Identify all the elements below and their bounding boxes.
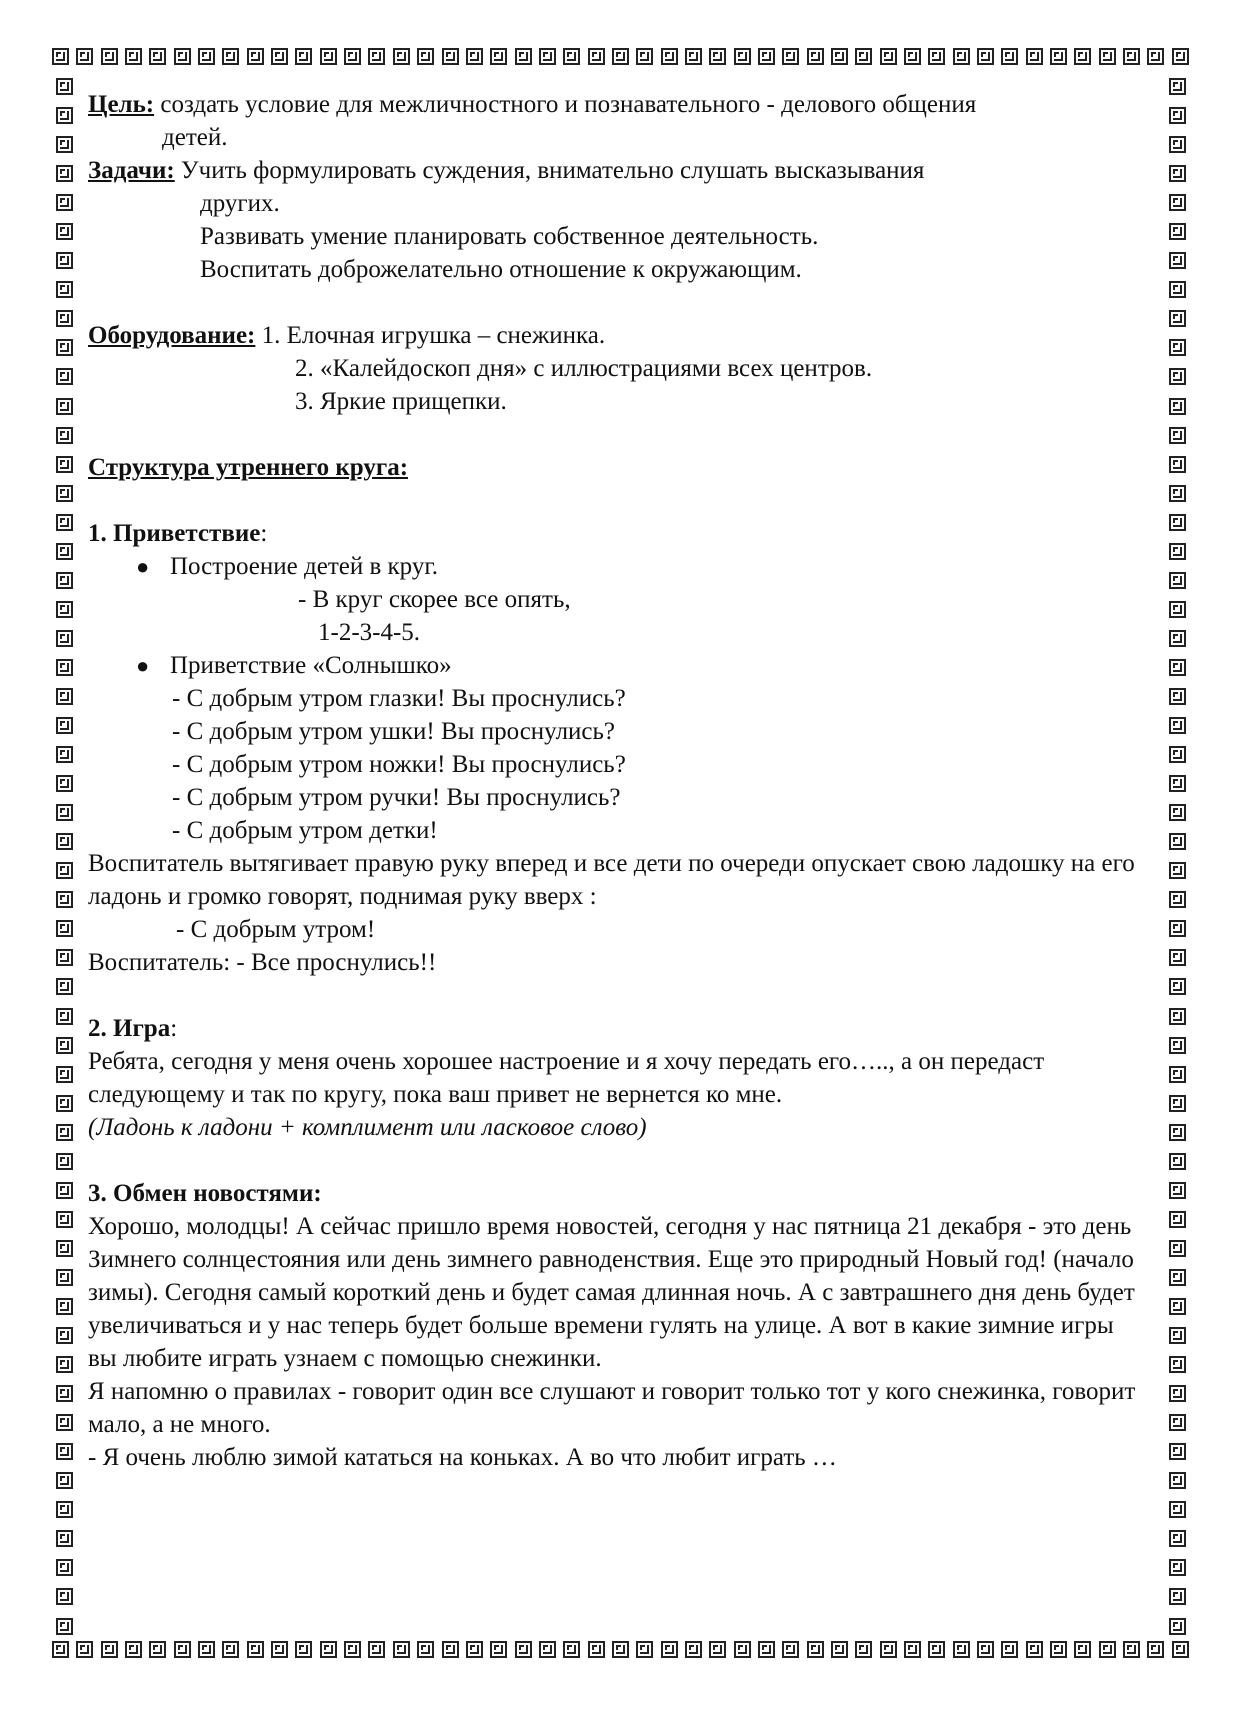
border-tile (295, 1641, 312, 1658)
border-tile (612, 1641, 629, 1658)
border-tile (56, 1356, 73, 1373)
border-tile (56, 1559, 73, 1576)
border-tile (539, 48, 556, 65)
border-tile (56, 601, 73, 618)
border-tile (1172, 1641, 1189, 1658)
structure-title: Структура утреннего круга: (88, 454, 409, 481)
task-item: Развивать умение планировать собственное деятельность. (200, 223, 819, 250)
greeting-line: - С добрым утром детки! (172, 817, 438, 844)
goal-label: Цель: (88, 91, 155, 118)
border-tile (1169, 1037, 1186, 1054)
border-tile (1169, 949, 1186, 966)
border-tile (1169, 659, 1186, 676)
border-tile (1169, 601, 1186, 618)
border-tile (149, 1641, 166, 1658)
section3-title: 3. Обмен новостями: (88, 1180, 322, 1207)
goal-line (88, 88, 1138, 121)
border-bottom (52, 1641, 1189, 1665)
border-tile (56, 252, 73, 269)
border-top (52, 48, 1189, 72)
border-tile (1169, 746, 1186, 763)
border-tile (1026, 1641, 1043, 1658)
section1-heading (88, 517, 1138, 550)
border-tile (1147, 48, 1164, 65)
border-tile (56, 1501, 73, 1518)
border-tile (1169, 1008, 1186, 1025)
border-tile (1169, 862, 1186, 879)
border-tile (1026, 48, 1043, 65)
border-tile (417, 1641, 434, 1658)
border-tile (125, 48, 142, 65)
border-right (1165, 72, 1189, 1641)
border-tile (1169, 1211, 1186, 1228)
section3-paragraph: Хорошо, молодцы! А сейчас пришло время новостей, сегодня у нас пятница 21 декабря - это день Зимнего солнцестояния или день зимнего равноденствия. Еще это природный Новый год! (начало зимы). Сегодня самый короткий день и будет самая длинная ночь. А с завтрашнего дня день будет увеличиваться и у нас теперь будет больше времени гулять на улице. А вот в какие зимние игры вы любите играть узнаем с помощью снежинки. (88, 1213, 1135, 1372)
border-tile (56, 339, 73, 356)
border-tile (1169, 688, 1186, 705)
border-tile (1099, 1641, 1116, 1658)
border-tile (1169, 1559, 1186, 1576)
border-tile (368, 48, 385, 65)
border-tile (1169, 1530, 1186, 1547)
border-tile (1147, 1641, 1164, 1658)
bullet-item (88, 649, 1138, 682)
border-tile (56, 427, 73, 444)
border-tile (56, 107, 73, 124)
border-left (52, 72, 76, 1641)
border-tile (56, 78, 73, 95)
border-tile (490, 1641, 507, 1658)
border-tile (222, 48, 239, 65)
border-tile (295, 48, 312, 65)
border-tile (709, 48, 726, 65)
border-tile (1001, 1641, 1018, 1658)
border-tile (588, 1641, 605, 1658)
border-tile (831, 1641, 848, 1658)
poem-line: - В круг скорее все опять, (298, 586, 571, 613)
border-tile (782, 48, 799, 65)
border-tile (831, 48, 848, 65)
border-tile (782, 1641, 799, 1658)
border-tile (466, 48, 483, 65)
border-tile (515, 48, 532, 65)
border-tile (271, 48, 288, 65)
border-tile (1169, 833, 1186, 850)
border-tile (56, 949, 73, 966)
border-tile (539, 1641, 556, 1658)
border-tile (1169, 136, 1186, 153)
border-tile (247, 1641, 264, 1658)
border-tile (490, 48, 507, 65)
border-tile (1169, 78, 1186, 95)
equipment-item: 2. «Калейдоскоп дня» с иллюстрациями всех центров. (295, 355, 873, 382)
border-tile (588, 48, 605, 65)
section2-note: (Ладонь к ладони + комплимент или ласковое слово) (88, 1114, 647, 1141)
border-tile (56, 165, 73, 182)
border-tile (1169, 630, 1186, 647)
goal-text: создать условие для межличностного и познавательного - делового общения (154, 91, 977, 118)
border-tile (56, 920, 73, 937)
border-tile (247, 48, 264, 65)
equipment-item: 1. Елочная игрушка – снежинка. (255, 322, 606, 349)
border-tile (1169, 1327, 1186, 1344)
border-tile (76, 48, 93, 65)
tasks-line (88, 154, 1138, 187)
border-tile (1169, 920, 1186, 937)
section1-reply: - С добрым утром! (176, 916, 376, 943)
greeting-line: - С добрым утром ручки! Вы проснулись? (172, 784, 621, 811)
border-tile (56, 1472, 73, 1489)
border-tile (56, 1443, 73, 1460)
border-tile (442, 48, 459, 65)
border-tile (1169, 717, 1186, 734)
border-tile (56, 1124, 73, 1141)
section3-rules: Я напомню о правилах - говорит один все слушают и говорит только тот у кого снежинка, говорит мало, а не много. (88, 1378, 1136, 1438)
border-tile (56, 804, 73, 821)
bullet-text: Приветствие «Солнышко» (170, 652, 452, 679)
poem-line: 1-2-3-4-5. (318, 619, 421, 646)
tasks-label: Задачи: (88, 157, 175, 184)
border-tile (1001, 48, 1018, 65)
border-tile (101, 48, 118, 65)
border-tile (758, 48, 775, 65)
bullet-icon: ● (136, 653, 150, 678)
border-tile (1169, 543, 1186, 560)
border-tile (953, 48, 970, 65)
border-tile (56, 572, 73, 589)
border-tile (661, 1641, 678, 1658)
border-tile (1169, 1356, 1186, 1373)
border-tile (56, 630, 73, 647)
border-tile (56, 281, 73, 298)
border-tile (174, 1641, 191, 1658)
border-tile (709, 1641, 726, 1658)
border-tile (56, 194, 73, 211)
border-tile (1169, 427, 1186, 444)
section2-colon: : (170, 1015, 178, 1042)
border-tile (1169, 398, 1186, 415)
border-tile (56, 1298, 73, 1315)
border-tile (612, 48, 629, 65)
border-tile (56, 485, 73, 502)
bullet-item (88, 550, 1138, 583)
border-tile (1074, 1641, 1091, 1658)
border-tile (56, 1588, 73, 1605)
border-tile (734, 1641, 751, 1658)
section1-colon: : (260, 520, 268, 547)
border-tile (1169, 281, 1186, 298)
border-tile (466, 1641, 483, 1658)
border-tile (320, 1641, 337, 1658)
border-tile (198, 1641, 215, 1658)
border-tile (56, 368, 73, 385)
border-tile (1169, 456, 1186, 473)
border-tile (344, 1641, 361, 1658)
greeting-line: - С добрым утром глазки! Вы проснулись? (172, 685, 626, 712)
border-tile (1169, 514, 1186, 531)
border-tile (1169, 978, 1186, 995)
border-tile (977, 1641, 994, 1658)
border-tile (56, 1618, 73, 1635)
bullet-text: Построение детей в круг. (170, 553, 439, 580)
task-item: других. (200, 190, 280, 217)
border-tile (1169, 891, 1186, 908)
border-tile (1050, 1641, 1067, 1658)
task-item: Воспитать доброжелательно отношение к окружающим. (200, 256, 802, 283)
border-tile (174, 48, 191, 65)
border-tile (56, 746, 73, 763)
border-tile (563, 48, 580, 65)
border-tile (1169, 1618, 1186, 1635)
section1-closing: Воспитатель: - Все проснулись!! (88, 949, 437, 976)
border-tile (855, 1641, 872, 1658)
border-tile (56, 1037, 73, 1054)
border-tile (685, 48, 702, 65)
border-tile (1169, 775, 1186, 792)
border-tile (56, 862, 73, 879)
border-tile (734, 48, 751, 65)
border-tile (56, 833, 73, 850)
border-tile (1169, 1298, 1186, 1315)
border-tile (1169, 1443, 1186, 1460)
border-tile (1169, 252, 1186, 269)
border-tile (56, 1530, 73, 1547)
border-tile (1169, 107, 1186, 124)
border-tile (1123, 1641, 1140, 1658)
border-tile (56, 775, 73, 792)
border-tile (1169, 339, 1186, 356)
border-tile (56, 1385, 73, 1402)
border-tile (52, 48, 69, 65)
border-tile (1169, 485, 1186, 502)
border-tile (442, 1641, 459, 1658)
border-tile (56, 1153, 73, 1170)
border-tile (56, 659, 73, 676)
border-tile (563, 1641, 580, 1658)
border-tile (1172, 48, 1189, 65)
border-tile (1169, 1124, 1186, 1141)
border-tile (56, 1008, 73, 1025)
equipment-label: Оборудование: (88, 322, 256, 349)
border-tile (1169, 1472, 1186, 1489)
border-tile (149, 48, 166, 65)
border-tile (56, 543, 73, 560)
border-tile (1169, 1414, 1186, 1431)
border-tile (56, 514, 73, 531)
border-tile (685, 1641, 702, 1658)
border-tile (344, 48, 361, 65)
border-tile (1169, 1385, 1186, 1402)
border-tile (1169, 1095, 1186, 1112)
border-tile (904, 1641, 921, 1658)
border-tile (56, 1414, 73, 1431)
border-tile (904, 48, 921, 65)
border-tile (758, 1641, 775, 1658)
border-tile (1074, 48, 1091, 65)
border-tile (953, 1641, 970, 1658)
border-tile (1169, 1240, 1186, 1257)
border-tile (1169, 165, 1186, 182)
border-tile (393, 1641, 410, 1658)
border-tile (636, 48, 653, 65)
border-tile (1169, 310, 1186, 327)
border-tile (417, 48, 434, 65)
section2-paragraph: Ребята, сегодня у меня очень хорошее настроение и я хочу передать его….., а он передаст следующему и так по кругу, пока ваш привет не вернется ко мне. (88, 1048, 1045, 1108)
border-tile (56, 136, 73, 153)
border-tile (222, 1641, 239, 1658)
border-tile (1169, 194, 1186, 211)
section3-example: - Я очень люблю зимой кататься на коньках. А во что любит играть … (88, 1444, 837, 1471)
border-tile (1169, 1588, 1186, 1605)
border-tile (928, 1641, 945, 1658)
border-tile (101, 1641, 118, 1658)
border-tile (125, 1641, 142, 1658)
border-tile (52, 1641, 69, 1658)
border-tile (977, 48, 994, 65)
border-tile (1169, 223, 1186, 240)
border-tile (1099, 48, 1116, 65)
border-tile (56, 1240, 73, 1257)
border-tile (1169, 1153, 1186, 1170)
task-item: Учить формулировать суждения, внимательно слушать высказывания (174, 157, 925, 184)
bullet-icon: ● (136, 554, 150, 579)
border-tile (56, 717, 73, 734)
border-tile (56, 223, 73, 240)
border-tile (1169, 1501, 1186, 1518)
border-tile (56, 688, 73, 705)
border-tile (636, 1641, 653, 1658)
border-tile (1169, 1269, 1186, 1286)
border-tile (320, 48, 337, 65)
border-tile (56, 1269, 73, 1286)
border-tile (368, 1641, 385, 1658)
border-tile (198, 48, 215, 65)
border-tile (807, 48, 824, 65)
section2-heading (88, 1012, 1138, 1045)
border-tile (56, 891, 73, 908)
border-tile (1123, 48, 1140, 65)
border-tile (56, 1327, 73, 1344)
equipment-item: 3. Яркие прищепки. (295, 388, 507, 415)
border-tile (1169, 804, 1186, 821)
border-tile (56, 1066, 73, 1083)
border-tile (56, 310, 73, 327)
border-tile (1169, 1066, 1186, 1083)
border-tile (393, 48, 410, 65)
border-tile (880, 1641, 897, 1658)
border-tile (515, 1641, 532, 1658)
border-tile (928, 48, 945, 65)
section1-title: 1. Приветствие (88, 520, 261, 547)
border-tile (855, 48, 872, 65)
border-tile (56, 1095, 73, 1112)
border-tile (56, 1211, 73, 1228)
border-tile (661, 48, 678, 65)
border-tile (1169, 1182, 1186, 1199)
section2-title: 2. Игра (88, 1015, 171, 1042)
border-tile (56, 1182, 73, 1199)
section1-paragraph: Воспитатель вытягивает правую руку вперед и все дети по очереди опускает свою ладошку на его ладонь и громко говорят, поднимая руку вверх : (88, 850, 1135, 910)
equipment-line (88, 319, 1138, 352)
border-tile (56, 398, 73, 415)
border-tile (56, 978, 73, 995)
greeting-line: - С добрым утром ножки! Вы проснулись? (172, 751, 626, 778)
border-tile (880, 48, 897, 65)
document-body (88, 88, 1138, 1474)
greeting-line: - С добрым утром ушки! Вы проснулись? (172, 718, 616, 745)
border-tile (807, 1641, 824, 1658)
border-tile (1169, 572, 1186, 589)
border-tile (76, 1641, 93, 1658)
border-tile (271, 1641, 288, 1658)
goal-text-continued: детей. (162, 124, 228, 151)
border-tile (56, 456, 73, 473)
border-tile (1169, 368, 1186, 385)
border-tile (1050, 48, 1067, 65)
